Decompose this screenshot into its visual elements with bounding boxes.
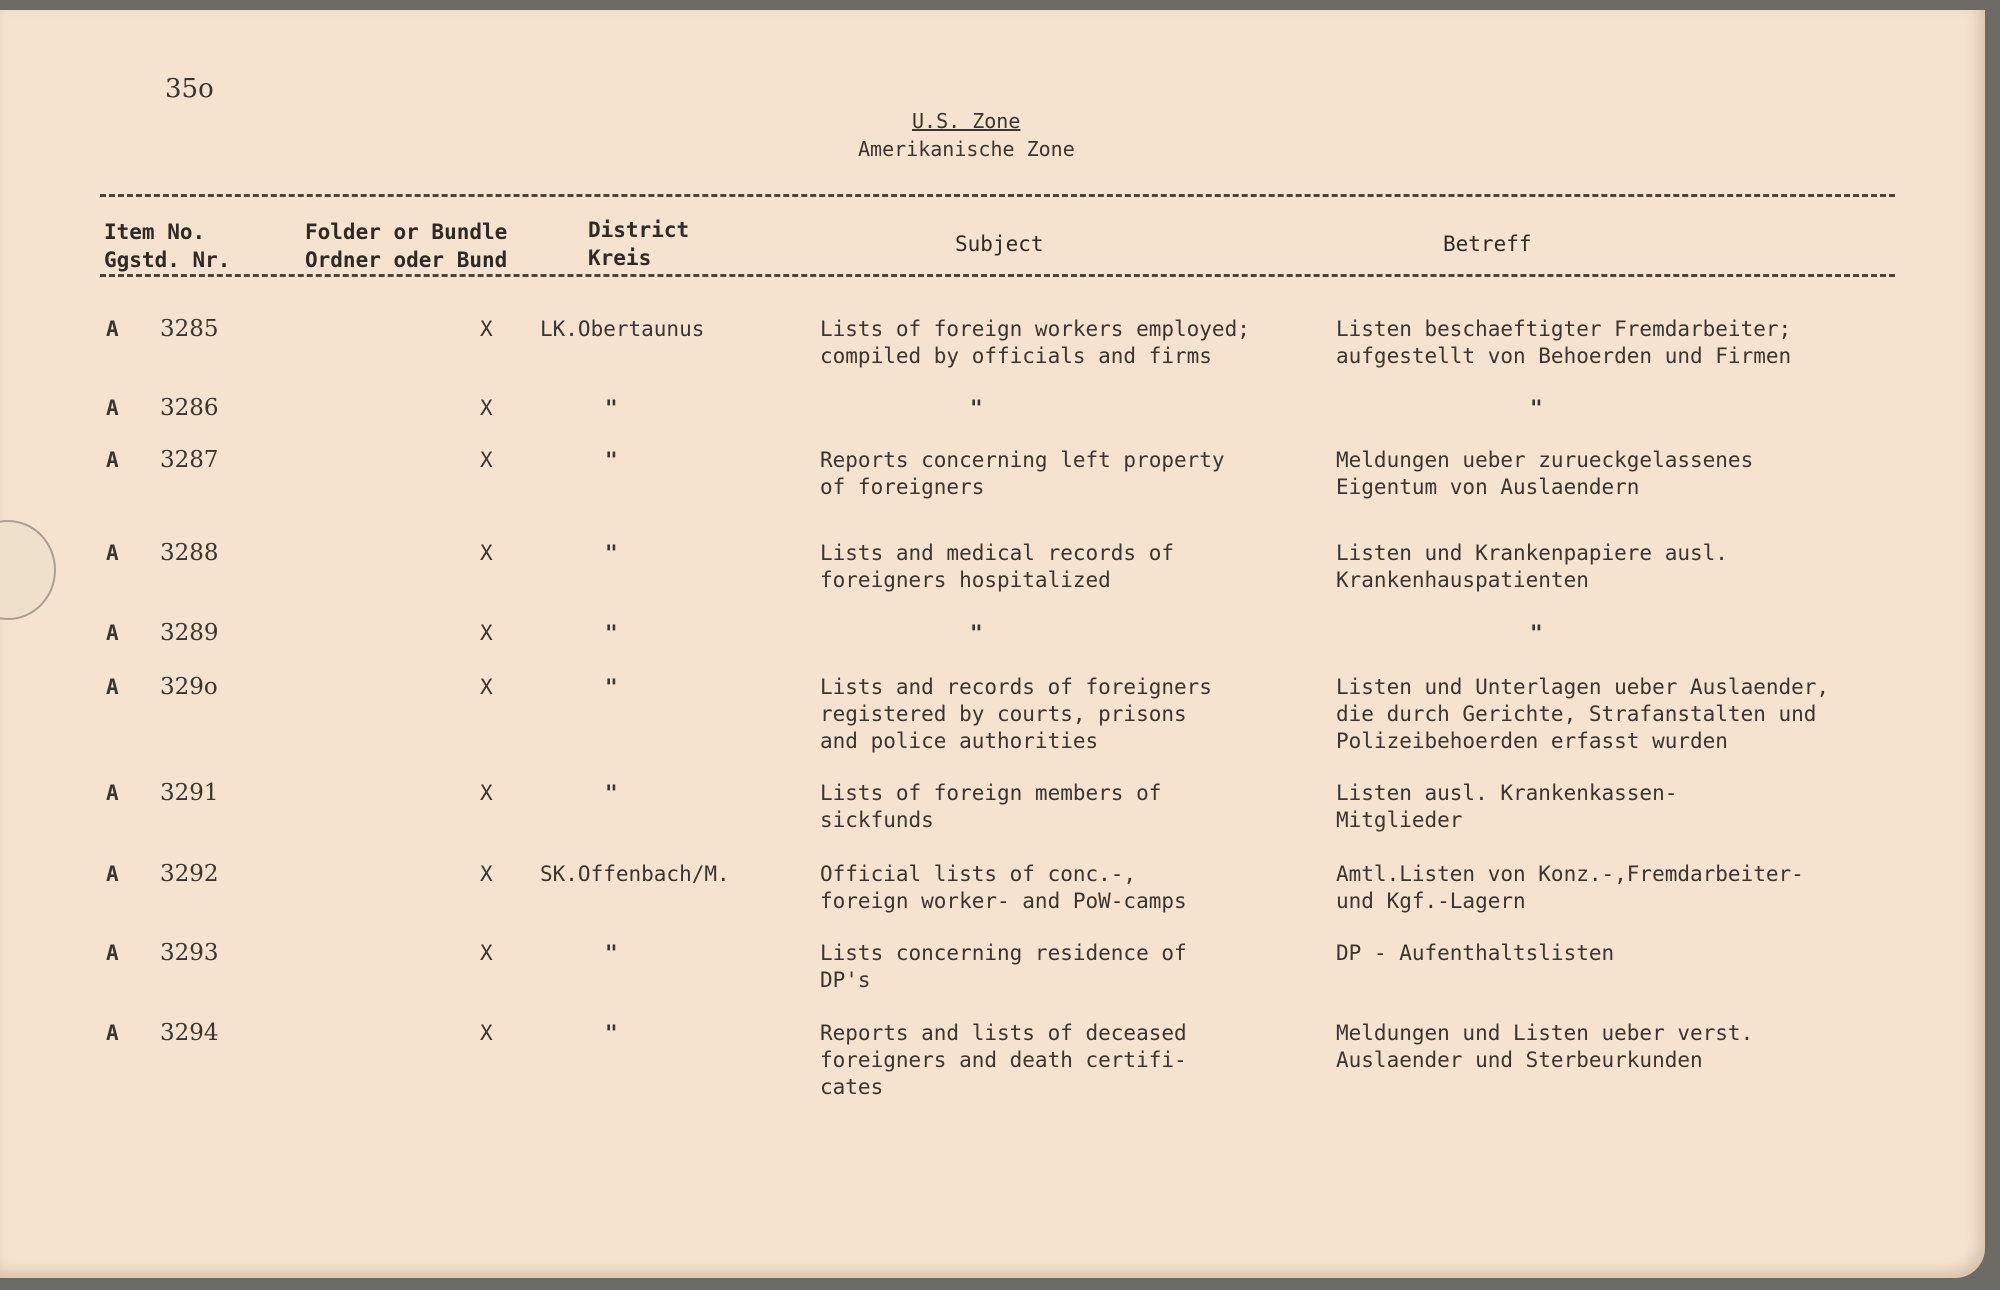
subject-line: cates [820, 1075, 884, 1099]
district: " [605, 541, 618, 565]
district: " [605, 448, 618, 472]
subject-line: " [970, 396, 983, 420]
betreff-line: Eigentum von Auslaendern [1336, 475, 1640, 499]
item-letter: A [106, 781, 119, 805]
folder-mark: X [480, 396, 493, 420]
district: " [605, 941, 618, 965]
subject-line: foreign worker- and PoW-camps [820, 889, 1187, 913]
subject-line: sickfunds [820, 808, 934, 832]
betreff-line: die durch Gerichte, Strafanstalten und [1336, 702, 1817, 726]
item-number: 3293 [160, 940, 219, 966]
district: LK.Obertaunus [540, 317, 705, 341]
item-number: 3291 [160, 780, 219, 806]
district: " [605, 1021, 618, 1045]
subject-line: compiled by officials and firms [820, 344, 1212, 368]
folder-mark: X [480, 448, 493, 472]
item-letter: A [106, 448, 119, 472]
betreff-line: aufgestellt von Behoerden und Firmen [1336, 344, 1792, 368]
subject-line: " [970, 621, 983, 645]
zone-title-en: U.S. Zone [912, 109, 1021, 133]
item-letter: A [106, 396, 119, 420]
item-number: 329o [160, 674, 218, 700]
item-number: 3285 [160, 316, 219, 342]
subject-line: and police authorities [820, 729, 1099, 753]
betreff-line: und Kgf.-Lagern [1336, 889, 1526, 913]
subject-line: Official lists of conc.-, [820, 862, 1137, 886]
header-subject: Subject [955, 232, 1044, 256]
item-letter: A [106, 541, 119, 565]
item-letter: A [106, 621, 119, 645]
header-folder-de: Ordner oder Bund [305, 248, 508, 272]
page-number: 35o [165, 74, 214, 104]
item-number: 3294 [160, 1020, 219, 1046]
document-page [0, 10, 1985, 1278]
betreff-line: DP - Aufenthaltslisten [1336, 941, 1615, 965]
header-district-de: Kreis [588, 246, 652, 270]
betreff-line: Listen und Krankenpapiere ausl. [1336, 541, 1728, 565]
header-betreff: Betreff [1443, 232, 1532, 256]
subject-line: Lists and medical records of [820, 541, 1175, 565]
district: " [605, 781, 618, 805]
item-number: 3288 [160, 540, 219, 566]
folder-mark: X [480, 781, 493, 805]
item-letter: A [106, 862, 119, 886]
subject-line: Lists of foreign members of [820, 781, 1162, 805]
betreff-line: Polizeibehoerden erfasst wurden [1336, 729, 1728, 753]
page-tab-marker [0, 520, 56, 620]
district: " [605, 621, 618, 645]
betreff-line: Mitglieder [1336, 808, 1463, 832]
betreff-line: " [1530, 396, 1543, 420]
subject-line: Lists of foreign workers employed; [820, 317, 1250, 341]
item-number: 3289 [160, 620, 219, 646]
subject-line: of foreigners [820, 475, 985, 499]
folder-mark: X [480, 541, 493, 565]
header-rule-top [100, 194, 1895, 197]
betreff-line: Listen beschaeftigter Fremdarbeiter; [1336, 317, 1792, 341]
folder-mark: X [480, 862, 493, 886]
betreff-line: Meldungen ueber zurueckgelassenes [1336, 448, 1754, 472]
folder-mark: X [480, 317, 493, 341]
betreff-line: Auslaender und Sterbeurkunden [1336, 1048, 1703, 1072]
district: " [605, 675, 618, 699]
header-item-no-en: Item No. [104, 220, 206, 244]
subject-line: registered by courts, prisons [820, 702, 1187, 726]
betreff-line: " [1530, 621, 1543, 645]
folder-mark: X [480, 1021, 493, 1045]
subject-line: foreigners hospitalized [820, 568, 1111, 592]
subject-line: DP's [820, 968, 871, 992]
subject-line: foreigners and death certifi- [820, 1048, 1187, 1072]
zone-title-de: Amerikanische Zone [858, 137, 1075, 161]
betreff-line: Meldungen und Listen ueber verst. [1336, 1021, 1754, 1045]
item-letter: A [106, 1021, 119, 1045]
district: " [605, 396, 618, 420]
betreff-line: Listen ausl. Krankenkassen- [1336, 781, 1678, 805]
folder-mark: X [480, 675, 493, 699]
betreff-line: Krankenhauspatienten [1336, 568, 1589, 592]
betreff-line: Amtl.Listen von Konz.-,Fremdarbeiter- [1336, 862, 1804, 886]
item-letter: A [106, 317, 119, 341]
header-folder-en: Folder or Bundle [305, 220, 508, 244]
subject-line: Reports concerning left property [820, 448, 1225, 472]
item-letter: A [106, 675, 119, 699]
item-number: 3287 [160, 447, 219, 473]
district: SK.Offenbach/M. [540, 862, 730, 886]
item-number: 3292 [160, 861, 219, 887]
item-number: 3286 [160, 395, 219, 421]
subject-line: Lists concerning residence of [820, 941, 1187, 965]
subject-line: Reports and lists of deceased [820, 1021, 1187, 1045]
header-item-no-de: Ggstd. Nr. [104, 248, 231, 272]
subject-line: Lists and records of foreigners [820, 675, 1212, 699]
header-district-en: District [588, 218, 690, 242]
folder-mark: X [480, 621, 493, 645]
folder-mark: X [480, 941, 493, 965]
betreff-line: Listen und Unterlagen ueber Auslaender, [1336, 675, 1830, 699]
item-letter: A [106, 941, 119, 965]
header-rule-bottom [100, 274, 1895, 277]
